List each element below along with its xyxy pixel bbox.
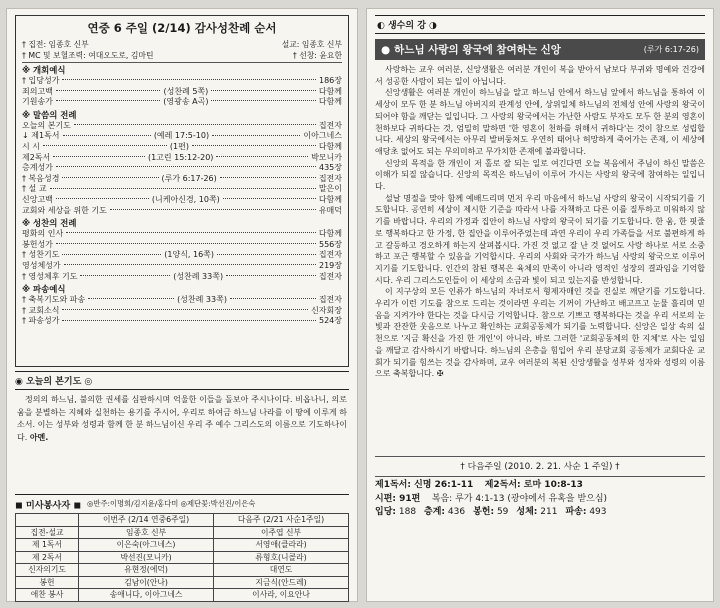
- collect-amen: 아멘.: [29, 432, 49, 442]
- order-item-label: † 파송성가: [22, 316, 60, 326]
- reading-1: 제1독서: 신명 26:1-11: [375, 480, 474, 490]
- order-item-ref: (1고린 15:12-20): [147, 152, 214, 162]
- leader-dots: [56, 100, 160, 101]
- duty-role: 봉헌: [16, 576, 79, 589]
- order-row: [22, 121, 342, 132]
- reading-2: 제2독서: 로마 10:8-13: [484, 480, 583, 490]
- order-item-leader: 219장: [319, 260, 342, 270]
- hymn-stat-label: 입당:: [375, 507, 396, 517]
- duty-role: 제 1독서: [16, 539, 79, 552]
- table-row: [16, 564, 349, 577]
- duty-heading-text: ◼ 미사봉사자 ◼: [15, 500, 82, 511]
- leader-dots: [62, 320, 316, 321]
- prayer-heading: [15, 371, 349, 390]
- leader-dots: [50, 188, 316, 189]
- order-item-label: 기원송가: [22, 97, 53, 107]
- leader-dots: [64, 264, 316, 265]
- order-item-label: † 영성체후 기도: [22, 271, 78, 281]
- next-sunday: † 다음주일 (2010. 2. 21. 사순 1 주일) †: [460, 462, 620, 472]
- preacher: 설교: 임종호 신부: [281, 40, 342, 49]
- order-item-label: 죄의고백: [22, 86, 53, 96]
- presider: † 집전: 임종호 신부: [22, 40, 89, 49]
- leader-dots: [62, 177, 158, 178]
- hymn-stat-value: 493: [586, 507, 607, 517]
- order-row: [22, 229, 342, 240]
- sermon-heading-text: ◐ 생수의 강 ◑: [377, 21, 437, 31]
- order-item-label: 교회와 세상을 위한 기도: [22, 205, 107, 215]
- leader-dots: [63, 135, 151, 136]
- order-item-label: 평화의 인사: [22, 229, 64, 239]
- leader-dots: [74, 124, 316, 125]
- cantor: † 선창: 윤요한: [292, 51, 342, 60]
- leader-dots: [212, 135, 300, 136]
- order-item-leader: 이아그네스: [303, 131, 343, 141]
- leader-dots: [80, 275, 170, 276]
- gospel: 복음: 루가 4:1-13 (광야에서 유혹을 받으심): [431, 493, 608, 504]
- duty-next-week: 서영애(클라라): [214, 539, 349, 552]
- section-title: ※ 성찬의 전례: [22, 218, 77, 229]
- order-row: [22, 206, 342, 217]
- left-page: [6, 8, 358, 602]
- duty-col2-header: 다음주 (2/21 사순1주일): [214, 514, 349, 527]
- assistants: † MC 및 보혈조력: 여대오도로, 김마틴: [22, 51, 154, 60]
- order-item-label: † 교회소식: [22, 305, 60, 315]
- duty-heading: [15, 494, 349, 511]
- duty-this-week: 박선진(모니카): [79, 551, 214, 564]
- hymn-stat-label: 봉헌:: [473, 507, 495, 517]
- section-title: ※ 말씀의 전례: [22, 109, 77, 120]
- duty-next-week: 대연도: [214, 564, 349, 577]
- leader-dots: [43, 145, 167, 146]
- table-row: [16, 526, 349, 539]
- order-item-ref: (1편): [169, 141, 189, 151]
- service-order-box: [15, 15, 349, 367]
- section-title: ※ 파송예식: [22, 284, 66, 295]
- leader-dots: [66, 232, 316, 233]
- duty-sub: ◎반주:이명희/김지윤/홍다미 ◎제단꽃:박선진/이은숙: [87, 499, 256, 508]
- order-item-leader: 집전자: [318, 120, 342, 130]
- order-row: [22, 306, 342, 317]
- hymn-stat-value: 436: [445, 507, 466, 517]
- order-item-leader: 집전자: [318, 295, 343, 305]
- order-item-label: † 축복기도와 파송: [22, 295, 86, 305]
- order-item-leader: 집전자: [318, 250, 343, 260]
- assist-line: [22, 50, 342, 63]
- table-row: [16, 589, 349, 602]
- sermon-paragraph: 이 지구상의 모든 인류가 하느님의 자녀로서 형제자매인 것을 진실로 깨닫기를 기도합니다. 우리가 이런 기도를 참으로 드리는 것이라면 우리는 기꺼이 가난하고 배고프고 눈물 흘리며 믿음을 지켜가야 한다는 것을 다시금 기억합니다. 참으로 기쁘고 행복하다는 것을 우리 서로의 눈빛과 잔잔한 웃음으로 나누고 확인하는 교회공동체가 되기를 노력합니다. 신앙은 일상 속의 실천으로 '지금 확신을 가진 한 개인'이 아니라, 바로 그러한 '교회공동체의 한 지체'로 사는 일임을 깨달고 감사하시기 바랍니다. 하느님의 은총을 힘입어 우리 분당교회 공동체가 교회다운 교회가 되기를 힘쓰는 것을 감사하며, 교우 여러분의 복된 신앙생활을 성부와 성자와 성령의 이름으로 축복합니다. ✠: [375, 287, 705, 379]
- order-item-leader: 집전자: [318, 271, 343, 281]
- duty-next-week: 류형호(니콜라): [214, 551, 349, 564]
- order-row: [22, 174, 342, 185]
- order-row: [22, 184, 342, 195]
- order-item-label: 오늘의 본기도: [22, 120, 71, 130]
- leader-dots: [88, 298, 174, 299]
- order-item-label: 봉헌성가: [22, 239, 53, 249]
- duty-role: 신자의기도: [16, 564, 79, 577]
- duty-this-week: 김남이(안나): [79, 576, 214, 589]
- order-row: [22, 250, 342, 261]
- hymn-stat: [565, 507, 606, 517]
- duty-next-week: 지금식(안드레): [214, 576, 349, 589]
- hymn-stat-label: 성체:: [516, 507, 538, 517]
- sermon-title-bar: [375, 39, 705, 60]
- leader-dots: [56, 166, 316, 167]
- leader-dots: [226, 275, 316, 276]
- duty-next-week: 이주엽 신부: [214, 526, 349, 539]
- leader-dots: [211, 90, 316, 91]
- duty-col1-header: 이번주 (2/14 연중6주일): [79, 514, 214, 527]
- duty-role: 애찬 봉사: [16, 589, 79, 602]
- hymn-stat-label: 파송:: [565, 507, 587, 517]
- readings-line-1: [375, 479, 705, 493]
- order-item-leader: 다함께: [318, 97, 342, 107]
- collect-body: 정의의 하느님, 불의한 권세를 심판하시며 억울한 이들을 돌보아 주시나이다. 비옵나니, 의로움을 분별하는 지혜와 실천하는 용기를 주시어, 우리로 하여금 하느님 나라를 이 땅에 이루게 하소서. 이는 성부와 성령과 함께 한 분 하느님이신 우리 주 예수 그리스도의 이름으로 기도하나이다.: [17, 395, 347, 442]
- duty-this-week: 송애니다, 이아그네스: [79, 589, 214, 602]
- hymn-stat: [375, 507, 416, 517]
- order-row: [22, 316, 342, 327]
- duty-role: 집전-설교: [16, 526, 79, 539]
- order-item-label: † 복음성경: [22, 173, 60, 183]
- duty-this-week: 유현정(에덕): [79, 564, 214, 577]
- table-row: [16, 551, 349, 564]
- end-mark: ✠: [434, 369, 444, 379]
- order-item-label: ↓ 제1독서: [22, 131, 60, 141]
- duty-role-header: [16, 514, 79, 527]
- order-row: [22, 272, 342, 283]
- order-item-label: 영성체성가: [22, 260, 61, 270]
- order-item-leader: 186장: [319, 76, 342, 85]
- leader-dots: [211, 100, 315, 101]
- sermon-heading: [375, 15, 705, 34]
- order-item-label: † 입당성가: [22, 76, 60, 85]
- leader-dots: [223, 198, 316, 199]
- order-item-ref: (영광송 A곡): [163, 97, 209, 107]
- hymn-stat: [424, 507, 465, 517]
- order-item-ref: (루가 6:17-26): [161, 173, 217, 183]
- leader-dots: [230, 298, 316, 299]
- hymn-stat-label: 층계:: [424, 507, 446, 517]
- order-item-ref: (성찬례 5쪽): [163, 86, 209, 96]
- order-sections: [22, 65, 342, 327]
- order-item-leader: 435장: [319, 163, 342, 173]
- hymn-stats: [375, 506, 705, 520]
- order-row: [22, 97, 342, 108]
- order-item-label: 층계성가: [22, 163, 53, 173]
- order-item-leader: 신자회장: [311, 305, 342, 315]
- order-item-leader: 말은이: [318, 184, 342, 194]
- readings-line-2: [375, 493, 705, 507]
- order-item-label: 시 시: [22, 141, 40, 151]
- prayer-heading-text: ◉ 오늘의 본기도 ◎: [15, 377, 93, 387]
- table-row: [16, 539, 349, 552]
- leader-dots: [110, 209, 316, 210]
- sermon-paragraph: 설날 명절을 맞아 함께 예배드리며 먼저 우리 마음에서 하느님 사랑의 왕국이 시작되기를 기도합니다. 공연히 세상이 제시한 기준을 따라서 나를 자책하고 다른 이를 질투하고 미워하지 않기를 바랍니다. 우리의 가정과 집안이 하느님 사랑의 왕국이 되기를 기도합니다. 한 움, 한 핏줄로 행복하다고 한 가정, 한 집안을 이루어주었는데 과연 우리이 우리 가족들을 서로 불편하게 하고 갈등하고 경오하게 하는지 살펴봅시다. 가진 것 없고 잘 난 것 없어도 사랑 하나로 서로 소중하고 포근 행복할 수 있음을 기억합시다. 우리의 사회와 국가가 하느님 사랑의 왕국으로 이루어지기를 기도합니다. 인간의 참된 행복은 육체의 만족이 아니라 영적인 성장의 결과임을 기억합시다. 우리 그리스도인들이 이 세상의 소금과 빛이 되고 있는지를 반성합니다.: [375, 193, 705, 285]
- leader-dots: [220, 177, 316, 178]
- order-row: [22, 261, 342, 272]
- service-order-title: 연중 6 주일 (2/14) 감사성찬례 순서: [87, 21, 277, 35]
- order-row: [22, 131, 342, 142]
- next-readings: [375, 479, 705, 520]
- order-item-leader: 박모니카: [311, 152, 342, 162]
- leader-dots: [217, 254, 316, 255]
- order-item-leader: 다함께: [318, 229, 342, 239]
- section-title: ※ 개회예식: [22, 65, 66, 75]
- order-item-leader: 유매덕: [318, 205, 342, 215]
- sermon-paragraph: 사랑하는 교우 여러분, 신앙생활은 여러분 개인이 복을 받아서 남보다 부귀와 명예와 건강에서 성공한 사람이 되는 일이 아닙니다.: [375, 65, 705, 86]
- psalm: 시편: 91편: [375, 493, 421, 504]
- duty-header-row: [16, 514, 349, 527]
- order-item-ref: (예레 17:5-10): [153, 131, 210, 141]
- order-row: [22, 295, 342, 306]
- order-row: [22, 153, 342, 164]
- hymn-stat-value: 59: [494, 507, 509, 517]
- leader-dots: [62, 309, 308, 310]
- leader-dots: [56, 198, 149, 199]
- leader-dots: [216, 156, 308, 157]
- order-row: [22, 87, 342, 98]
- collect-prayer: [15, 390, 349, 494]
- sermon-body: [375, 64, 705, 452]
- sermon-paragraph: 신앙생활은 여러분 개인이 하느님을 알고 하느님 안에서 하느님 앞에서 하느님을 통하여 이 세상이 모두 한 분 하느님 아버지의 관계성 안에, 상위일체 하느님의 전체성 안에 사랑의 왕국이 되어야 함을 깨닫는 일입니다. 그 사랑의 왕국에서는 가난한 사람도 부자도 모두 한 분의 영혼이 천하보다 귀하다는 것, 엄밀히 말하면 '한 영혼이 천하를 위해서 귀하다'는 것이 참으로 성립합니다. 세상의 왕국에서는 아무리 발버둥쳐도 우연히 태어나 허망하게 죽어가는 존재, 이 세상에 애당초 없어도 되는 무의미하고 무가치한 존재에 불과합니다.: [375, 88, 705, 156]
- order-item-ref: (1양식, 16쪽): [164, 250, 215, 260]
- hymn-stat-value: 211: [537, 507, 558, 517]
- divider: [375, 456, 705, 457]
- order-item-ref: (성찬례 33쪽): [177, 295, 227, 305]
- divider: [375, 476, 705, 477]
- leader-dots: [56, 90, 161, 91]
- leader-dots: [56, 243, 316, 244]
- order-item-leader: 집전자: [318, 173, 342, 183]
- order-item-leader: 524장: [319, 316, 342, 326]
- order-item-leader: 556장: [319, 239, 342, 249]
- hymn-stat: [516, 507, 557, 517]
- sermon-ref: (루가 6:17-26): [643, 45, 699, 54]
- hymn-stat: [473, 507, 508, 517]
- leader-dots: [192, 145, 316, 146]
- duty-this-week: 임종호 신부: [79, 526, 214, 539]
- leader-dots: [53, 156, 145, 157]
- presider-line: [22, 39, 342, 50]
- hymn-stat-value: 188: [396, 507, 417, 517]
- duty-table: [15, 513, 349, 602]
- order-item-leader: 다함께: [318, 86, 342, 96]
- duty-this-week: 이은숙(아그네스): [79, 539, 214, 552]
- sermon-paragraph: 신앙의 목적을 한 개인이 저 홀로 잘 되는 일로 여긴다면 오늘 복음에서 주님이 하신 말씀은 이해가 되질 않습니다. 신앙의 목적은 하느님이 이루어 가시는 사랑의 왕국에 참여하는 일입니다.: [375, 158, 705, 192]
- order-row: [22, 76, 342, 87]
- table-row: [16, 576, 349, 589]
- duty-role: 제 2독서: [16, 551, 79, 564]
- order-row: [22, 142, 342, 153]
- order-row: [22, 163, 342, 174]
- duty-next-week: 이사라, 이요안나: [214, 589, 349, 602]
- order-item-ref: (성찬례 33쪽): [173, 271, 224, 281]
- sermon-title: 하느님 사랑의 왕국에 참여하는 신앙: [394, 44, 561, 56]
- leader-dots: [62, 254, 161, 255]
- order-item-ref: (니케아신경, 10쪽): [151, 194, 220, 204]
- order-item-leader: 다함께: [318, 141, 342, 151]
- order-item-label: † 성찬기도: [22, 250, 60, 260]
- order-item-leader: 다함께: [318, 194, 342, 204]
- order-row: [22, 195, 342, 206]
- order-row: [22, 240, 342, 251]
- order-item-label: 제2독서: [22, 152, 51, 162]
- order-item-label: 신앙고백: [22, 194, 53, 204]
- order-item-label: † 설 교: [22, 184, 47, 194]
- bullet-icon: ●: [381, 43, 391, 56]
- right-page: [366, 8, 714, 602]
- leader-dots: [62, 79, 316, 80]
